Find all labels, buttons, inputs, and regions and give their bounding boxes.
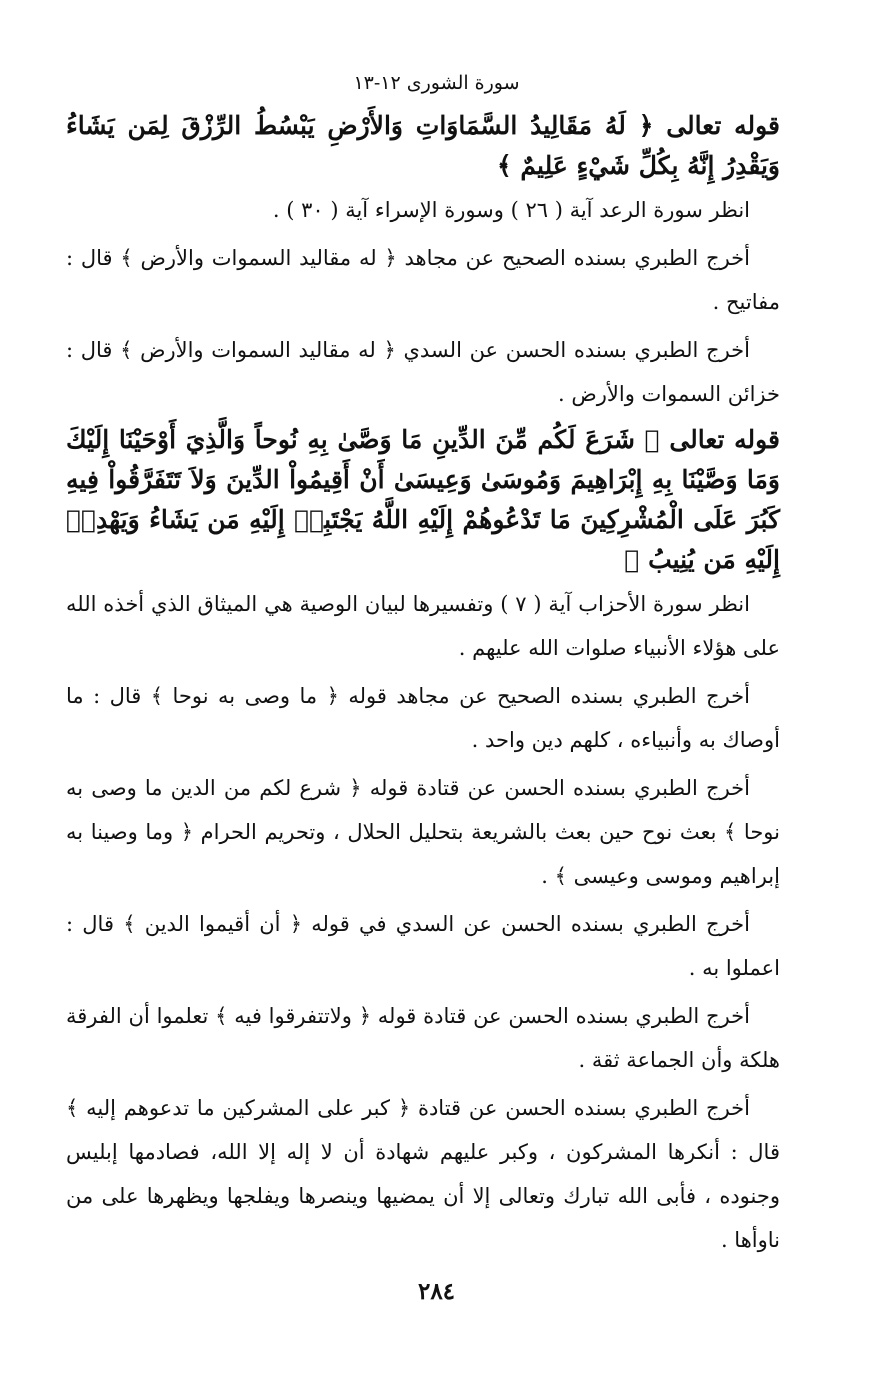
paragraph-narration-3: أخرج الطبري بسنده الصحيح عن مجاهد قوله ﴿ ما وصى به نوحا ﴾ قال : ما أوصاك به وأنبياءه ، كلهم دين واحد .	[66, 684, 780, 752]
running-header: سورة الشورى ١٢-١٣	[353, 72, 520, 94]
page-number: ٢٨٤	[417, 1278, 456, 1305]
paragraph-cross-reference-2: انظر سورة الأحزاب آية ( ٧ ) وتفسيرها لبيان الوصية هي الميثاق الذي أخذه الله على هؤلاء الأنبياء صلوات الله عليهم .	[66, 592, 780, 660]
quran-verse-text: ﴿ شَرَعَ لَكُم مِّنَ الدِّينِ مَا وَصَّىٰ بِهِ نُوحاً وَالَّذِيَ أَوْحَيْنَا إِلَيْكَ وَمَا وَصَّيْنَا بِهِ إِبْرَاهِيمَ وَمُوسَىٰ وَعِيسَىٰ أَنْ أَقِيمُواْ الدِّينَ وَلاَ تَتَفَرَّقُواْ فِيهِ كَبُرَ عَلَى الْمُشْرِكِينَ مَا تَدْعُوهُمْ إِلَيْهِ اللَّهُ يَجْتَبِيۤ إِلَيْهِ مَن يَشَاءُ وَيَهْدِيۤ إِلَيْهِ مَن يُنِيبُ ﴾	[66, 425, 780, 574]
verse-block-1	[66, 106, 780, 186]
verse-block-2	[66, 420, 780, 580]
paragraph-narration-4: أخرج الطبري بسنده الحسن عن قتادة قوله ﴿ شرع لكم من الدين ما وصى به نوحا ﴾ بعث نوح حين بعث بالشريعة بتحليل الحلال ، وتحريم الحرام ﴿ وما وصينا به إبراهيم وموسى وعيسى ﴾ .	[66, 776, 780, 888]
page-body	[66, 106, 780, 1266]
verse-lead: قوله تعالى	[669, 425, 780, 454]
paragraph-narration-7: أخرج الطبري بسنده الحسن عن قتادة ﴿ كبر على المشركين ما تدعوهم إليه ﴾ قال : أنكرها المشركون ، وكبر عليهم شهادة أن لا إله إلا الله، فصادمها إبليس وجنوده ، فأبى الله تبارك وتعالى إلا أن يمضيها وينصرها ويفلجها ويظهرها على من ناوأها .	[66, 1096, 780, 1252]
verse-lead: قوله تعالى	[666, 111, 780, 140]
paragraph-cross-reference-1: انظر سورة الرعد آية ( ٢٦ ) وسورة الإسراء آية ( ٣٠ ) .	[272, 198, 750, 222]
quran-verse-text: ﴿ لَهُ مَقَالِيدُ السَّمَاوَاتِ وَالأَرْضِ يَبْسُطُ الرِّزْقَ لِمَن يَشَاءُ وَيَقْدِرُ إِنَّهُ بِكُلِّ شَيْءٍ عَلِيمٌ ﴾	[66, 111, 780, 180]
paragraph-narration-1: أخرج الطبري بسنده الصحيح عن مجاهد ﴿ له مقاليد السموات والأرض ﴾ قال : مفاتيح .	[66, 246, 780, 314]
paragraph-narration-6: أخرج الطبري بسنده الحسن عن قتادة قوله ﴿ ولاتتفرقوا فيه ﴾ تعلموا أن الفرقة هلكة وأن الجماعة ثقة .	[66, 1004, 780, 1072]
paragraph-narration-5: أخرج الطبري بسنده الحسن عن السدي في قوله ﴿ أن أقيموا الدين ﴾ قال : اعملوا به .	[66, 912, 780, 980]
paragraph-narration-2: أخرج الطبري بسنده الحسن عن السدي ﴿ له مقاليد السموات والأرض ﴾ قال : خزائن السموات والأرض .	[66, 338, 780, 406]
